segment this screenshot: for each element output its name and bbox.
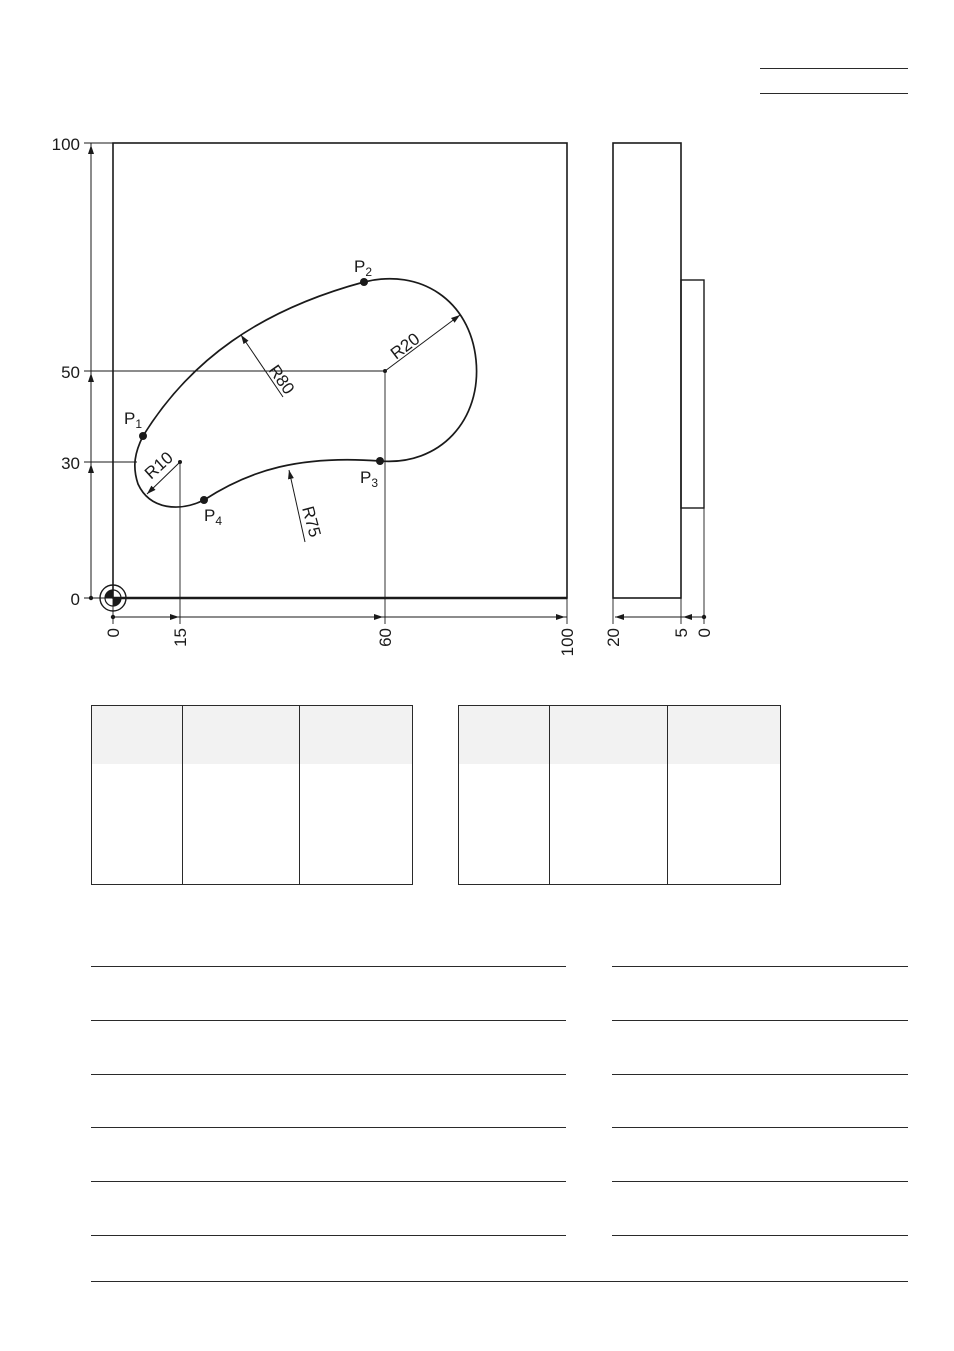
front-view (52, 135, 577, 656)
side-body (613, 143, 681, 598)
point-p2-label: $P_2$ (354, 257, 373, 279)
table-header-cell (92, 706, 182, 764)
writing-line-left (91, 966, 566, 967)
point-p3-label: $P_3$ (360, 468, 379, 490)
table-column (300, 706, 412, 884)
table-header-cell (668, 706, 780, 764)
radius-label-r20: R20 (386, 329, 424, 364)
radius-leader-r75 (289, 470, 305, 542)
y-label-50: 50 (61, 363, 80, 382)
z-label-0: 0 (695, 628, 714, 638)
point-p4-marker (200, 496, 208, 504)
point-p3-marker (376, 457, 384, 465)
table-column (92, 706, 183, 884)
x-label-100: 100 (558, 628, 577, 657)
writing-line-right (612, 966, 908, 967)
table-header-cell (300, 706, 412, 764)
pocket-contour (135, 279, 477, 507)
table-column (668, 706, 780, 884)
point-p4-label: $P_4$ (204, 506, 223, 528)
coordinate-table-left (91, 705, 413, 885)
table-header-cell (459, 706, 549, 764)
workpiece-outline (113, 143, 567, 598)
writing-line-right (612, 1235, 908, 1236)
y-label-30: 30 (61, 454, 80, 473)
side-view (604, 143, 714, 647)
table-column (459, 706, 550, 884)
writing-line-left (91, 1235, 566, 1236)
writing-line-right (612, 1127, 908, 1128)
x-label-60: 60 (376, 628, 395, 647)
writing-line-left (91, 1181, 566, 1182)
table-column (183, 706, 300, 884)
y-label-0: 0 (70, 590, 80, 609)
writing-line-left (91, 1020, 566, 1021)
writing-line-left (91, 1127, 566, 1128)
table-header-cell (183, 706, 299, 764)
z-label-5: 5 (672, 628, 691, 638)
writing-line-right (612, 1074, 908, 1075)
radius-label-r75: R75 (298, 504, 325, 540)
table-column (550, 706, 668, 884)
radius-label-r10: R10 (140, 447, 177, 483)
point-p2-marker (360, 278, 368, 286)
x-label-0: 0 (104, 628, 123, 638)
z-dim-origin-dot (702, 615, 706, 619)
y-label-100: 100 (51, 135, 80, 154)
side-pocket-step (681, 280, 704, 508)
radius-label-r80: R80 (264, 361, 299, 398)
footer-rule (91, 1281, 908, 1282)
point-p1-label: $P_1$ (124, 409, 143, 431)
writing-line-right (612, 1181, 908, 1182)
writing-line-right (612, 1020, 908, 1021)
point-p1-marker (139, 432, 147, 440)
z-label-20: 20 (604, 628, 623, 647)
x-label-15: 15 (171, 628, 190, 647)
coordinate-table-right (458, 705, 781, 885)
table-header-cell (550, 706, 667, 764)
writing-line-left (91, 1074, 566, 1075)
